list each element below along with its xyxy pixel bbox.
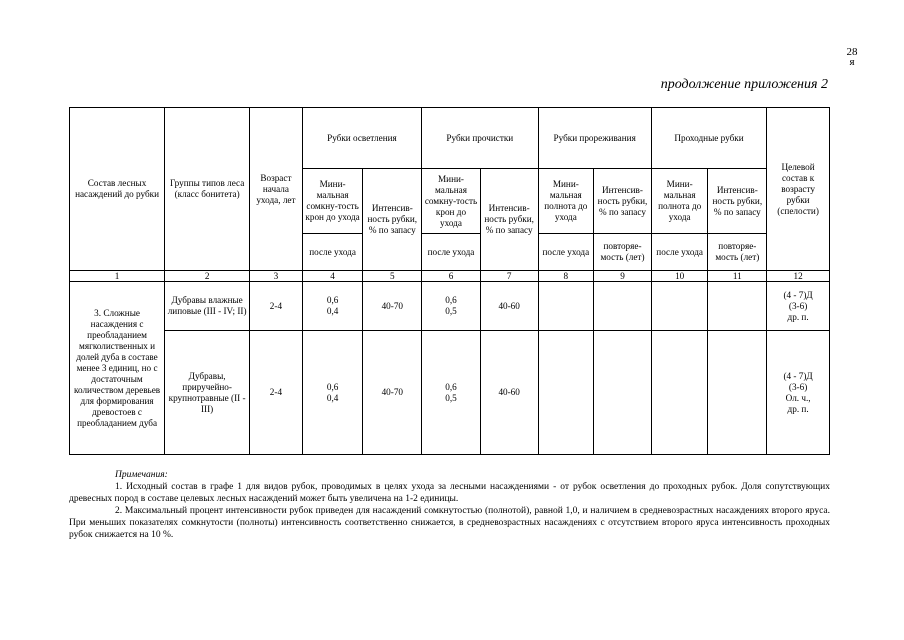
header-thinning-after-care: после ухода: [538, 234, 594, 271]
start-age-cell: 2-4: [250, 331, 303, 455]
empty-cell: [708, 331, 767, 455]
notes-title: Примечания:: [115, 470, 168, 480]
header-clearing-min-canopy: Мини-мальная сомкну-тость крон до ухода: [302, 169, 363, 234]
column-number: 11: [708, 271, 767, 282]
column-number: 12: [767, 271, 830, 282]
canopy-before: 0,6: [445, 381, 457, 392]
header-passage-repeatability: повторяе-мость (лет): [708, 234, 767, 271]
notes: [69, 469, 830, 541]
target-line: (3-6): [788, 300, 808, 311]
target-line: др. п.: [787, 403, 809, 414]
empty-cell: [594, 282, 652, 331]
target-line: (3-6): [788, 381, 808, 392]
header-forest-groups: Группы типов леса (класс бонитета): [165, 108, 250, 271]
target-line: Ол. ч.,: [785, 392, 811, 403]
clearing-intensity-cell: 40-70: [363, 331, 422, 455]
note-item: 1. Исходный состав в графе 1 для видов рубок, проводимых в целях ухода за лесными насаждениями - от рубок осветления до проходных рубок. Доля сопутствующих древесных пород в составе целевых лесных насаждений может быть увеличена на 1-2 единицы.: [69, 482, 830, 504]
header-cleaning-cuts: Рубки прочистки: [422, 108, 538, 169]
target-composition-cell: [767, 331, 830, 455]
header-cleaning-after-care: после ухода: [422, 234, 481, 271]
cleaning-canopy-cell: [422, 282, 481, 331]
note-item: 2. Максимальный процент интенсивности рубок приведен для насаждений сомкнутостью (полнотой), равной 1,0, и наличием в средневозрастных насаждениях второго яруса. При меньших показателях сомкнутости (полноты) интенсивность соответственно снижается, в средневозрастных насаждениях с отсутствием второго яруса интенсивность проходных рубок снижается на 10 %.: [69, 506, 830, 540]
header-clearing-after-care: после ухода: [302, 234, 363, 271]
clearing-canopy-cell: [302, 282, 363, 331]
forest-group-cell: Дубравы влажные липовые (III - IV; II): [165, 282, 250, 331]
column-number: 9: [594, 271, 652, 282]
empty-cell: [651, 282, 708, 331]
column-number: 3: [250, 271, 303, 282]
empty-cell: [708, 282, 767, 331]
column-number: 4: [302, 271, 363, 282]
header-target-composition: Целевой состав к возрасту рубки (спелости): [767, 108, 830, 271]
canopy-after: 0,5: [445, 306, 457, 316]
empty-cell: [651, 331, 708, 455]
care-cuts-table: [69, 107, 830, 455]
start-age-cell: 2-4: [250, 282, 303, 331]
page-number-suffix: я: [849, 56, 855, 68]
header-passage-intensity: Интенсив-ность рубки, % по запасу: [708, 169, 767, 234]
header-composition: Состав лесных насаждений до рубки: [70, 108, 165, 271]
forest-group-cell: Дубравы, приручейно-крупнотравные (II - III): [165, 331, 250, 455]
header-passage-cuts: Проходные рубки: [651, 108, 766, 169]
canopy-after: 0,4: [326, 306, 339, 316]
table-row: [70, 282, 830, 331]
cleaning-intensity-cell: 40-60: [480, 331, 538, 455]
group-label: 3. Сложные насаждения с преобладанием мягколиственных и долей дуба в составе менее 3 единиц, но с достаточным количеством деревьев для формирования древостоев с преобладанием дуба: [70, 282, 165, 455]
header-thinning-repeatability: повторяе-мость (лет): [594, 234, 652, 271]
continuation-caption: продолжение приложения 2: [660, 77, 828, 92]
canopy-after: 0,5: [445, 392, 457, 403]
column-number: 2: [165, 271, 250, 282]
header-thinning-intensity: Интенсив-ность рубки, % по запасу: [594, 169, 652, 234]
canopy-after: 0,4: [326, 392, 339, 403]
table-row: [70, 331, 830, 455]
target-composition-cell: [767, 282, 830, 331]
empty-cell: [538, 331, 594, 455]
column-number: 8: [538, 271, 594, 282]
clearing-intensity-cell: 40-70: [363, 282, 422, 331]
column-number: 6: [422, 271, 481, 282]
header-passage-after-care: после ухода: [651, 234, 708, 271]
cleaning-canopy-cell: [422, 331, 481, 455]
header-cleaning-min-canopy: Мини-мальная сомкну-тость крон до ухода: [422, 169, 481, 234]
header-start-age: Возраст начала ухода, лет: [250, 108, 303, 271]
header-thinning-cuts: Рубки прореживания: [538, 108, 651, 169]
cleaning-intensity-cell: 40-60: [480, 282, 538, 331]
column-number: 7: [480, 271, 538, 282]
canopy-before: 0,6: [326, 295, 339, 305]
page-number-value: 28: [846, 46, 858, 58]
empty-cell: [594, 331, 652, 455]
empty-cell: [538, 282, 594, 331]
header-passage-min-density: Мини-мальная полнота до ухода: [651, 169, 708, 234]
clearing-canopy-cell: [302, 331, 363, 455]
target-line: (4 - 7)Д: [783, 289, 813, 300]
column-number: 1: [70, 271, 165, 282]
target-line: (4 - 7)Д: [783, 370, 813, 381]
column-number: 10: [651, 271, 708, 282]
header-clearing-intensity: Интенсив-ность рубки, % по запасу: [363, 169, 422, 271]
column-number: 5: [363, 271, 422, 282]
page-number: [832, 47, 872, 67]
header-thinning-min-density: Мини-мальная полнота до ухода: [538, 169, 594, 234]
header-clearing-cuts: Рубки осветления: [302, 108, 421, 169]
canopy-before: 0,6: [445, 295, 457, 305]
canopy-before: 0,6: [326, 381, 339, 392]
header-cleaning-intensity: Интенсив-ность рубки, % по запасу: [480, 169, 538, 271]
target-line: др. п.: [787, 311, 809, 322]
